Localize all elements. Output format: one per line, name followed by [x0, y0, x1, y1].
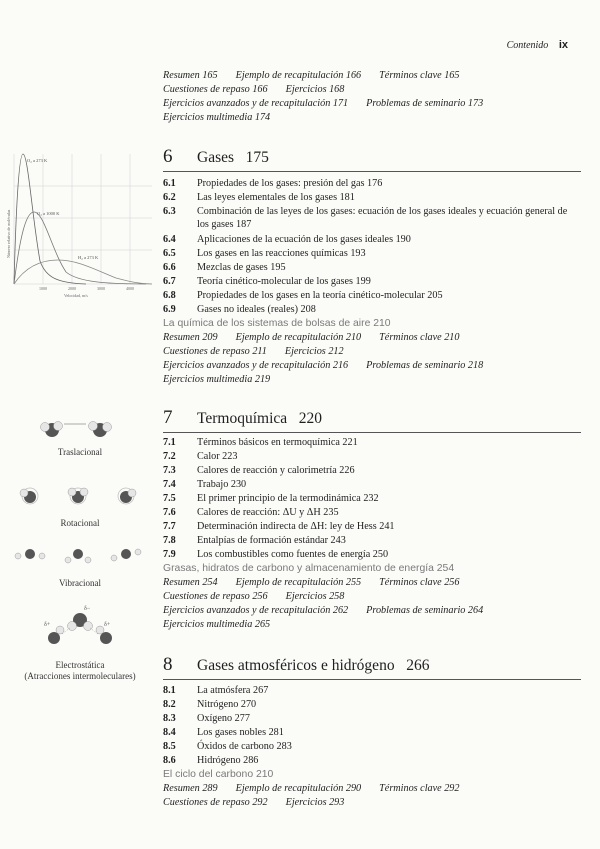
- section-title: Nitrógeno 270: [197, 699, 257, 710]
- section-number: 6.9: [163, 304, 176, 315]
- molecule-icon: [68, 606, 93, 631]
- review-item[interactable]: Ejercicios multimedia 265: [163, 619, 271, 630]
- review-item[interactable]: Términos clave 210: [379, 332, 460, 343]
- section-number: 8.3: [163, 713, 176, 724]
- section-entry[interactable]: [163, 740, 581, 753]
- section-title: Aplicaciones de la ecuación de los gases ideales 190: [197, 234, 411, 245]
- review-row: [163, 796, 344, 809]
- section-number: 8.5: [163, 741, 176, 752]
- section-number: 7.2: [163, 451, 176, 462]
- chapter-number: 7: [163, 407, 173, 428]
- review-row: [163, 331, 460, 344]
- section-entry[interactable]: [163, 261, 581, 274]
- section-title: Mezclas de gases 195: [197, 262, 286, 273]
- section-number: 6.3: [163, 206, 176, 217]
- electrostatic-molecule-figure: [40, 600, 120, 652]
- section-number: 7.5: [163, 493, 176, 504]
- section-title: Calores de reacción y calorimetría 226: [197, 465, 355, 476]
- section-number: 7.9: [163, 549, 176, 560]
- chapter-heading: [163, 408, 581, 433]
- section-entry[interactable]: [163, 534, 581, 547]
- molecule-icon: [41, 422, 63, 438]
- chapter-number: 6: [163, 146, 173, 167]
- section-entry[interactable]: [163, 205, 581, 231]
- review-row: [163, 345, 344, 358]
- chapter-page: 220: [298, 410, 323, 427]
- section-title: Óxidos de carbono 283: [197, 741, 292, 752]
- section-entry[interactable]: [163, 506, 581, 519]
- graph-x-axis-label: Velocidad, m/s: [64, 293, 88, 298]
- review-item[interactable]: Resumen 209: [163, 332, 218, 343]
- section-entry[interactable]: [163, 436, 581, 449]
- section-entry[interactable]: [163, 464, 581, 477]
- section-number: 8.2: [163, 699, 176, 710]
- section-entry[interactable]: [163, 698, 581, 711]
- section-number: 8.4: [163, 727, 176, 738]
- section-entry[interactable]: [163, 177, 581, 190]
- section-title: Entalpías de formación estándar 243: [197, 535, 346, 546]
- graph-y-axis-label: Número relativo de moléculas: [6, 209, 11, 258]
- review-item[interactable]: Cuestiones de repaso 211: [163, 346, 267, 357]
- section-title: Los gases nobles 281: [197, 727, 284, 738]
- review-item[interactable]: Ejemplo de recapitulación 290: [235, 783, 362, 794]
- section-entry[interactable]: [163, 726, 581, 739]
- svg-text:δ+: δ+: [104, 622, 111, 628]
- section-title: Calores de reacción: ΔU y ΔH 235: [197, 507, 339, 518]
- review-item[interactable]: Ejercicios multimedia 219: [163, 374, 271, 385]
- molecule-icon: [89, 422, 112, 438]
- review-item[interactable]: Problemas de seminario 264: [366, 605, 484, 616]
- section-title: Oxígeno 277: [197, 713, 250, 724]
- chapter-title[interactable]: [197, 410, 322, 428]
- running-head-title: Contenido: [506, 40, 549, 51]
- review-item[interactable]: Cuestiones de repaso 292: [163, 797, 268, 808]
- review-item[interactable]: Resumen 289: [163, 783, 218, 794]
- review-row: [163, 359, 483, 372]
- review-item[interactable]: Ejercicios 258: [285, 591, 345, 602]
- section-entry[interactable]: [163, 247, 581, 260]
- molecule-icon: [111, 549, 141, 561]
- review-item[interactable]: Cuestiones de repaso 166: [163, 84, 268, 95]
- section-number: 7.6: [163, 507, 176, 518]
- section-title: La atmósfera 267: [197, 685, 269, 696]
- section-title: Determinación indirecta de ΔH: ley de Hess 241: [197, 521, 395, 532]
- review-item[interactable]: Problemas de seminario 218: [366, 360, 484, 371]
- section-entry[interactable]: [163, 233, 581, 246]
- review-item[interactable]: Resumen 165: [163, 70, 218, 81]
- chapter-heading: [163, 147, 581, 172]
- review-row: [163, 373, 270, 386]
- section-entry[interactable]: [163, 478, 581, 491]
- vibrational-label: Vibracional: [59, 578, 101, 588]
- section-number: 8.1: [163, 685, 176, 696]
- chapter-heading: [163, 655, 581, 680]
- review-item[interactable]: Ejemplo de recapitulación 255: [235, 577, 362, 588]
- section-entry[interactable]: [163, 684, 581, 697]
- review-item[interactable]: Ejercicios avanzados y de recapitulación 171: [163, 98, 349, 109]
- review-item[interactable]: Ejemplo de recapitulación 210: [235, 332, 362, 343]
- section-entry[interactable]: [163, 754, 581, 767]
- section-entry[interactable]: [163, 548, 581, 561]
- section-number: 6.8: [163, 290, 176, 301]
- section-entry[interactable]: [163, 191, 581, 204]
- vibrational-molecule-figure: [8, 542, 148, 572]
- molecule-icon: [68, 488, 88, 504]
- h2-273k-curve: [14, 260, 152, 284]
- chapter-title-text: Gases atmosféricos e hidrógeno: [197, 657, 395, 674]
- section-title: Combinación de las leyes de los gases: ecuación de los gases ideales y ecuación general de los gases 187: [197, 206, 568, 230]
- section-number: 6.4: [163, 234, 176, 245]
- section-entry[interactable]: [163, 450, 581, 463]
- rotational-label: Rotacional: [60, 518, 100, 528]
- rotational-molecule-figure: [8, 478, 148, 514]
- review-row: [163, 83, 344, 96]
- svg-text:δ+: δ+: [44, 622, 51, 628]
- review-item[interactable]: Cuestiones de repaso 256: [163, 591, 268, 602]
- review-row: [163, 69, 460, 82]
- translational-label: Traslacional: [57, 447, 103, 457]
- molecule-icon: [96, 622, 112, 644]
- running-head: [507, 39, 568, 51]
- section-entry[interactable]: [163, 492, 581, 505]
- chapter-number: 8: [163, 654, 173, 675]
- molecule-icon: [44, 622, 64, 644]
- section-title: Trabajo 230: [197, 479, 247, 490]
- section-title: Gases no ideales (reales) 208: [197, 304, 316, 315]
- o2-273k-curve: [14, 154, 86, 284]
- review-row: [163, 590, 344, 603]
- feature-box-title[interactable]: El ciclo del carbono 210: [163, 769, 274, 780]
- section-number: 7.8: [163, 535, 176, 546]
- review-item[interactable]: Ejercicios 212: [284, 346, 344, 357]
- review-item[interactable]: Ejemplo de recapitulación 166: [235, 70, 362, 81]
- review-row: [163, 576, 460, 589]
- review-item[interactable]: Términos clave 292: [379, 783, 460, 794]
- section-entry[interactable]: [163, 303, 581, 316]
- review-row: [163, 97, 483, 110]
- chapter-title-text: Termoquímica: [197, 410, 288, 427]
- section-number: 7.3: [163, 465, 176, 476]
- chapter-page: 266: [406, 657, 430, 674]
- page-number: ix: [558, 39, 568, 51]
- graph-curve-label: O₂ a 1000 K: [37, 211, 60, 216]
- chapter-title[interactable]: [197, 149, 269, 167]
- molecule-icon: [118, 488, 136, 504]
- chapter-title-text: Gases: [197, 149, 235, 166]
- section-title: Términos básicos en termoquímica 221: [197, 437, 358, 448]
- translational-molecule-figure: [30, 412, 130, 444]
- section-title: Las leyes elementales de los gases 181: [197, 192, 355, 203]
- graph-curve-label: H₂ a 273 K: [78, 255, 99, 260]
- chapter-page: 175: [245, 149, 269, 166]
- review-item[interactable]: Ejercicios 293: [285, 797, 345, 808]
- graph-x-tick: 4000: [126, 286, 134, 291]
- section-title: Los gases en las reacciones químicas 193: [197, 248, 366, 259]
- section-number: 7.4: [163, 479, 176, 490]
- review-item[interactable]: Resumen 254: [163, 577, 218, 588]
- molecule-icon: [20, 488, 38, 504]
- section-title: El primer principio de la termodinámica 232: [197, 493, 379, 504]
- section-entry[interactable]: [163, 712, 581, 725]
- review-item[interactable]: Ejercicios avanzados y de recapitulación 216: [163, 360, 349, 371]
- graph-x-tick: 2000: [68, 286, 76, 291]
- section-number: 6.1: [163, 178, 176, 189]
- section-title: Teoría cinético-molecular de los gases 199: [197, 276, 371, 287]
- svg-text:δ−: δ−: [84, 606, 91, 612]
- review-item[interactable]: Ejercicios multimedia 174: [163, 112, 271, 123]
- o2-1000k-curve: [14, 212, 146, 284]
- section-number: 8.6: [163, 755, 176, 766]
- review-item[interactable]: Ejercicios 168: [285, 84, 345, 95]
- section-title: Propiedades de los gases: presión del gas 176: [197, 178, 383, 189]
- speed-distribution-graph: [6, 146, 156, 304]
- section-number: 7.7: [163, 521, 176, 532]
- review-row: [163, 782, 460, 795]
- review-row: [163, 111, 270, 124]
- electrostatic-label: Electrostática: [55, 660, 105, 670]
- section-number: 6.5: [163, 248, 176, 259]
- review-row: [163, 618, 270, 631]
- electrostatic-sublabel: (Atracciones intermoleculares): [24, 671, 136, 681]
- section-number: 7.1: [163, 437, 176, 448]
- section-title: Calor 223: [197, 451, 238, 462]
- section-title: Propiedades de los gases en la teoría cinético-molecular 205: [197, 290, 443, 301]
- section-entry[interactable]: [163, 289, 581, 302]
- review-row: [163, 604, 483, 617]
- graph-x-tick: 1000: [39, 286, 47, 291]
- section-title: Hidrógeno 286: [197, 755, 259, 766]
- section-entry[interactable]: [163, 275, 581, 288]
- review-item[interactable]: Problemas de seminario 173: [366, 98, 484, 109]
- feature-box-title[interactable]: La química de los sistemas de bolsas de aire 210: [163, 318, 391, 329]
- review-item[interactable]: Ejercicios avanzados y de recapitulación 262: [163, 605, 349, 616]
- review-item[interactable]: Términos clave 165: [379, 70, 460, 81]
- section-number: 6.7: [163, 276, 176, 287]
- graph-curve-label: O₂ a 273 K: [27, 158, 48, 163]
- section-number: 6.2: [163, 192, 176, 203]
- review-item[interactable]: Términos clave 256: [379, 577, 460, 588]
- section-title: Los combustibles como fuentes de energía 250: [197, 549, 389, 560]
- feature-box-title[interactable]: Grasas, hidratos de carbono y almacenamiento de energía 254: [163, 563, 455, 574]
- molecule-icon: [65, 549, 91, 563]
- molecule-icon: [15, 549, 45, 559]
- graph-x-tick: 3000: [97, 286, 105, 291]
- chapter-title[interactable]: [197, 657, 429, 675]
- section-number: 6.6: [163, 262, 176, 273]
- section-entry[interactable]: [163, 520, 581, 533]
